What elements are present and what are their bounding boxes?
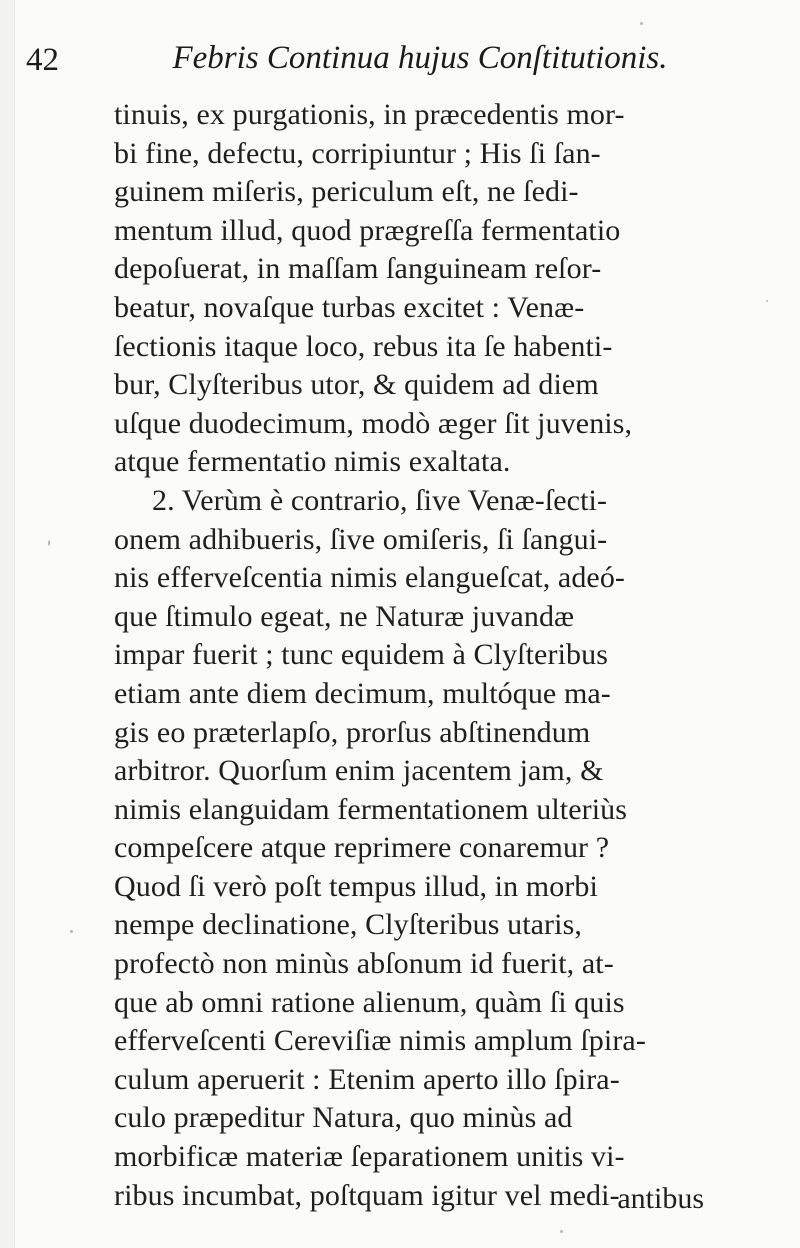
text-line: guinem miſeris, periculum eſt, ne ſedi- — [114, 175, 579, 209]
text-line: beatur, novaſque turbas excitet : Venæ- — [114, 290, 585, 324]
body-text — [114, 96, 706, 1215]
text-line: culum aperuerit : Etenim aperto illo ſpira- — [114, 1062, 620, 1096]
page-header — [0, 0, 800, 100]
paper-speck — [70, 930, 73, 933]
text-line: nis efferveſcentia nimis elangueſcat, adeó- — [114, 561, 626, 595]
text-line: profectò non minùs abſonum id fuerit, at- — [114, 947, 614, 981]
text-line: efferveſcenti Cereviſiæ nimis amplum ſpira- — [114, 1024, 646, 1058]
page-number: 42 — [26, 42, 59, 78]
text-line: nimis elanguidam fermentationem ulteriùs — [114, 792, 628, 826]
text-line: ribus incumbat, poſtquam igitur vel medi- — [114, 1178, 620, 1212]
catchword: antibus — [617, 1182, 704, 1215]
text-line: bur, Clyſteribus utor, & quidem ad diem — [114, 368, 599, 402]
text-line: tinuis, ex purgationis, in præcedentis mor- — [114, 98, 625, 131]
running-title: Febris Continua hujus Conſtitutionis. — [172, 40, 668, 76]
paper-speck — [640, 22, 643, 25]
text-line: que ab omni ratione alienum, quàm ſi quis — [114, 985, 625, 1019]
text-line: bi fine, defectu, corripiuntur ; His ſi ſan- — [114, 136, 601, 170]
paragraph-start-line: 2. Verùm è contrario, ſive Venæ-ſecti- — [152, 483, 608, 517]
text-line: etiam ante diem decimum, multóque ma- — [114, 676, 611, 710]
page-gutter — [0, 0, 15, 1248]
text-line: arbitror. Quorſum enim jacentem jam, & — [114, 754, 604, 788]
text-line: ſectionis itaque loco, rebus ita ſe habenti- — [114, 329, 613, 363]
paragraph-end-line: atque fermentatio nimis exaltata. — [114, 445, 511, 479]
text-line: impar fuerit ; tunc equidem à Clyſteribus — [114, 638, 608, 672]
text-line: culo præpeditur Natura, quo minùs ad — [114, 1101, 573, 1135]
text-line: Quod ſi verò poſt tempus illud, in morbi — [114, 869, 598, 903]
text-line: gis eo præterlapſo, prorſus abſtinendum — [114, 715, 591, 749]
paper-speck — [766, 300, 768, 302]
text-line: compeſcere atque reprimere conaremur ? — [114, 831, 610, 865]
text-line: mentum illud, quod prægreſſa fermentatio — [114, 213, 621, 247]
text-line: morbificæ materiæ ſeparationem unitis vi- — [114, 1140, 625, 1174]
text-line: onem adhibueris, ſive omiſeris, ſi ſangui- — [114, 522, 608, 556]
text-line: depoſuerat, in maſſam ſanguineam reſor- — [114, 252, 602, 286]
text-line: que ſtimulo egeat, ne Naturæ juvandæ — [114, 599, 575, 633]
paper-speck — [48, 540, 50, 546]
text-line: uſque duodecimum, modò æger ſit juvenis, — [114, 406, 633, 440]
text-line: nempe declinatione, Clyſteribus utaris, — [114, 908, 582, 942]
paper-speck — [560, 1230, 563, 1233]
